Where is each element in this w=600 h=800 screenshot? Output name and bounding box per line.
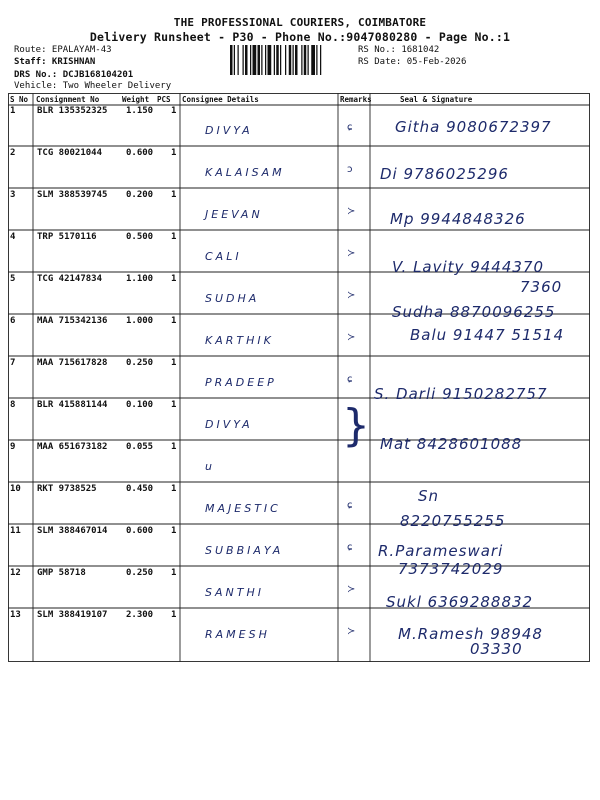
row-remark: ≻ (347, 248, 356, 259)
row-consignee: u (205, 460, 215, 473)
row-weight: 0.600 (126, 148, 154, 158)
row-pcs: 1 (171, 316, 177, 326)
runsheet-subtitle: Delivery Runsheet - P30 - Phone No.:9047080280 - Page No.:1 (89, 30, 511, 44)
row-consignee: KALAISAM (205, 166, 285, 179)
row-consignee: DIVYA (205, 124, 253, 137)
row-sno: 12 (10, 568, 21, 578)
row-consignment: BLR 135352325 (37, 106, 108, 116)
row-consignment: TCG 80021044 (37, 148, 103, 158)
row-consignment: GMP 58718 (37, 568, 86, 578)
row-sno: 5 (10, 274, 16, 284)
row-signature: V. Lavity 9444370 (392, 258, 544, 276)
row-signature: Sn (418, 487, 440, 505)
row-weight: 1.150 (126, 106, 154, 116)
row-remark: ɕ (347, 122, 353, 133)
row-remark: ɕ (347, 500, 353, 511)
col-header-consignee: Consignee Details (182, 95, 259, 104)
row-consignment: BLR 415881144 (37, 400, 108, 410)
row-sno: 2 (10, 148, 16, 158)
row-consignment: TCG 42147834 (37, 274, 103, 284)
row-signature-extra: 03330 (470, 640, 523, 658)
col-header-pcs: PCS (157, 95, 171, 104)
row-pcs: 1 (171, 610, 177, 620)
row-sno: 8 (10, 400, 16, 410)
row-signature: R.Parameswari (378, 542, 504, 560)
row-sno: 10 (10, 484, 21, 494)
row-signature-extra: 7360 (520, 278, 563, 296)
row-sno: 3 (10, 190, 16, 200)
row-consignment: TRP 5170116 (37, 232, 97, 242)
row-signature: M.Ramesh 98948 (398, 625, 543, 643)
drs-number: DRS No.: DCJB168104201 (14, 70, 134, 80)
row-sno: 11 (10, 526, 21, 536)
row-pcs: 1 (171, 400, 177, 410)
row-consignment: MAA 715617828 (37, 358, 108, 368)
row-weight: 0.250 (126, 358, 154, 368)
row-remark: ↄ (347, 164, 353, 175)
row-pcs: 1 (171, 358, 177, 368)
row-pcs: 1 (171, 442, 177, 452)
row-pcs: 1 (171, 274, 177, 284)
row-consignee: MAJESTIC (205, 502, 281, 515)
row-weight: 1.100 (126, 274, 154, 284)
row-consignment: SLM 388419107 (37, 610, 108, 620)
rs-date: RS Date: 05-Feb-2026 (358, 57, 467, 67)
row-weight: 0.200 (126, 190, 154, 200)
row-sno: 13 (10, 610, 21, 620)
row-remark: ≻ (347, 206, 356, 217)
row-signature: Sudha 8870096255 (392, 303, 556, 321)
col-header-remarks: Remarks (340, 95, 372, 104)
row-consignment: RKT 9738525 (37, 484, 97, 494)
row-consignee: RAMESH (205, 628, 270, 641)
row-sno: 6 (10, 316, 16, 326)
row-remark: ɕ (347, 542, 353, 553)
row-signature: Di 9786025296 (380, 165, 509, 183)
row-signature-extra: 8220755255 (400, 512, 506, 530)
row-pcs: 1 (171, 232, 177, 242)
barcode (230, 45, 355, 75)
row-signature-extra: Balu 91447 51514 (410, 326, 565, 344)
col-header-consignment: Consignment No (36, 95, 100, 104)
row-weight: 0.055 (126, 442, 154, 452)
row-consignee: SUBBIAYA (205, 544, 284, 557)
row-weight: 2.300 (126, 610, 154, 620)
staff-label: Staff: KRISHNAN (14, 57, 96, 67)
row-weight: 0.500 (126, 232, 154, 242)
row-remark: ≻ (347, 626, 356, 637)
row-consignee: DIVYA (205, 418, 253, 431)
row-sno: 1 (10, 106, 16, 116)
col-header-sno: S No (10, 95, 29, 104)
route-label: Route: EPALAYAM-43 (14, 45, 112, 55)
row-weight: 0.450 (126, 484, 154, 494)
row-signature: S. Darli 9150282757 (374, 385, 548, 403)
row-pcs: 1 (171, 190, 177, 200)
row-consignee: SUDHA (205, 292, 260, 305)
row-pcs: 1 (171, 148, 177, 158)
row-consignee: KARTHIK (205, 334, 274, 347)
row-remark: } (342, 400, 370, 451)
row-remark: ≻ (347, 332, 356, 343)
row-weight: 0.250 (126, 568, 154, 578)
row-consignment: MAA 651673182 (37, 442, 108, 452)
row-consignment: SLM 388539745 (37, 190, 108, 200)
row-pcs: 1 (171, 568, 177, 578)
row-remark: ≻ (347, 584, 356, 595)
row-consignee: PRADEEP (205, 376, 277, 389)
row-consignment: SLM 388467014 (37, 526, 108, 536)
col-header-weight: Weight (122, 95, 150, 104)
row-consignee: JEEVAN (205, 208, 263, 221)
row-pcs: 1 (171, 106, 177, 116)
row-sno: 4 (10, 232, 16, 242)
col-header-signature: Seal & Signature (400, 95, 473, 104)
row-pcs: 1 (171, 484, 177, 494)
row-weight: 0.600 (126, 526, 154, 536)
row-signature-extra: 7373742029 (398, 560, 504, 578)
row-signature: Githa 9080672397 (395, 118, 552, 136)
row-consignee: SANTHI (205, 586, 264, 599)
row-consignment: MAA 715342136 (37, 316, 108, 326)
vehicle-label: Vehicle: Two Wheeler Delivery (14, 81, 172, 91)
row-signature: Sukl 6369288832 (386, 593, 534, 611)
row-sno: 7 (10, 358, 16, 368)
row-sno: 9 (10, 442, 16, 452)
rs-number: RS No.: 1681042 (358, 45, 440, 55)
row-signature: Mp 9944848326 (390, 210, 526, 228)
row-pcs: 1 (171, 526, 177, 536)
row-weight: 0.100 (126, 400, 154, 410)
row-remark: ≻ (347, 290, 356, 301)
row-remark: ɕ (347, 374, 353, 385)
row-weight: 1.000 (126, 316, 154, 326)
row-consignee: CALI (205, 250, 242, 263)
row-signature: Mat 8428601088 (380, 435, 523, 453)
runsheet-company-title: THE PROFESSIONAL COURIERS, COIMBATORE (173, 16, 427, 29)
